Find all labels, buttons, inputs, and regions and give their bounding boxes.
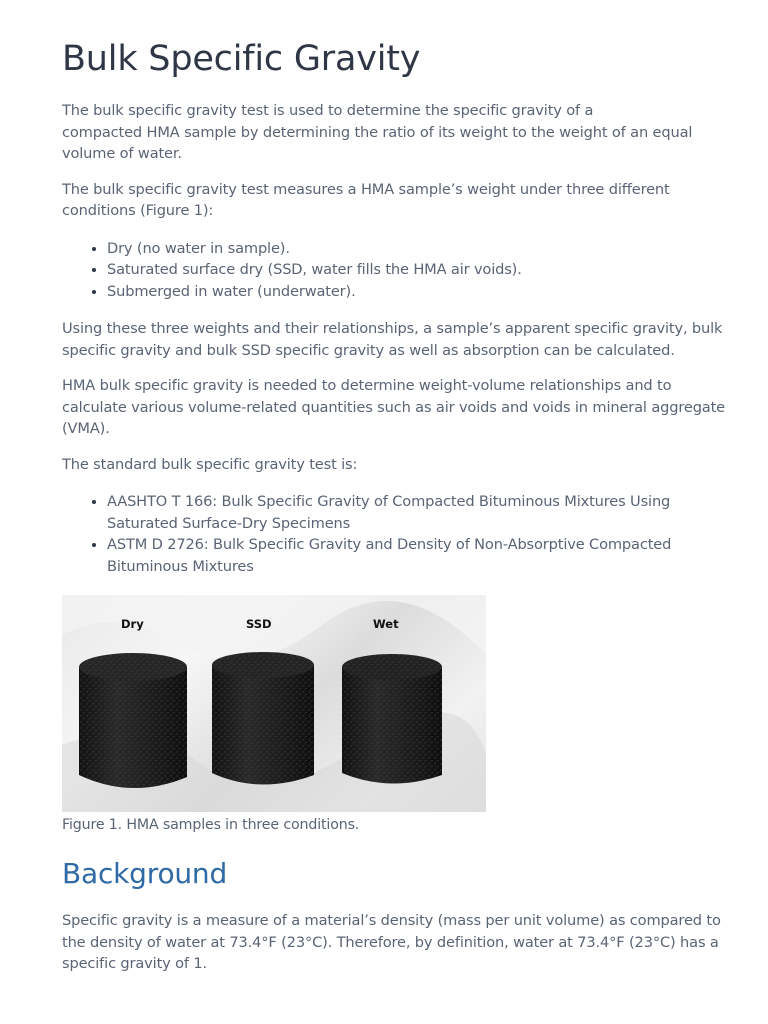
paragraph-volume: HMA bulk specific gravity is needed to determine weight-volume relationships and to calculate various volume-related quantities such as air voids and voids in mineral aggregate (VMA). (62, 377, 725, 437)
intro-paragraph-1 (62, 100, 738, 165)
standards-list (62, 491, 738, 577)
intro-paragraph-1-line-1: The bulk specific gravity test is used to determine the specific gravity of a (62, 102, 594, 119)
label-dry: Dry (121, 617, 144, 631)
sample-ssd (212, 652, 314, 785)
background-heading: Background (62, 857, 228, 890)
background-paragraph: Specific gravity is a measure of a material’s density (mass per unit volume) as compared to the density of water at 73.4°F (23°C). Therefore, by definition, water at 73.4°F (23°C) has a specific gravity of 1. (62, 912, 721, 972)
list-item: • AASHTO T 166: Bulk Specific Gravity of Compacted Bituminous Mixtures Using Saturated Surface-Dry Specimens (107, 491, 738, 534)
intro-paragraph-1-rest: compacted HMA sample by determining the ratio of its weight to the weight of an equal volume of water. (62, 123, 693, 162)
figure-hma-samples (62, 595, 486, 834)
intro-paragraph-2: The bulk specific gravity test measures a HMA sample’s weight under three different conditions (Figure 1): (62, 180, 670, 219)
hma-samples-photo (62, 595, 486, 812)
conditions-list (62, 238, 738, 303)
page-title: Bulk Specific Gravity (62, 39, 421, 79)
sample-wet (342, 654, 442, 784)
list-item: • Dry (no water in sample). (107, 238, 738, 260)
label-ssd: SSD (246, 617, 272, 631)
figure-caption: Figure 1. HMA samples in three conditions. (62, 817, 360, 833)
label-wet: Wet (373, 617, 399, 631)
paragraph-standard-intro: The standard bulk specific gravity test is: (62, 455, 358, 473)
list-item: • ASTM D 2726: Bulk Specific Gravity and Density of Non-Absorptive Compacted Bituminous Mixtures (107, 534, 738, 577)
list-item: • Saturated surface dry (SSD, water fills the HMA air voids). (107, 259, 738, 281)
paragraph-weights: Using these three weights and their relationships, a sample’s apparent specific gravity, bulk specific gravity and bulk SSD specific gravity as well as absorption can be calculated. (62, 320, 723, 359)
list-item: • Submerged in water (underwater). (107, 281, 738, 303)
sample-dry (79, 653, 187, 788)
